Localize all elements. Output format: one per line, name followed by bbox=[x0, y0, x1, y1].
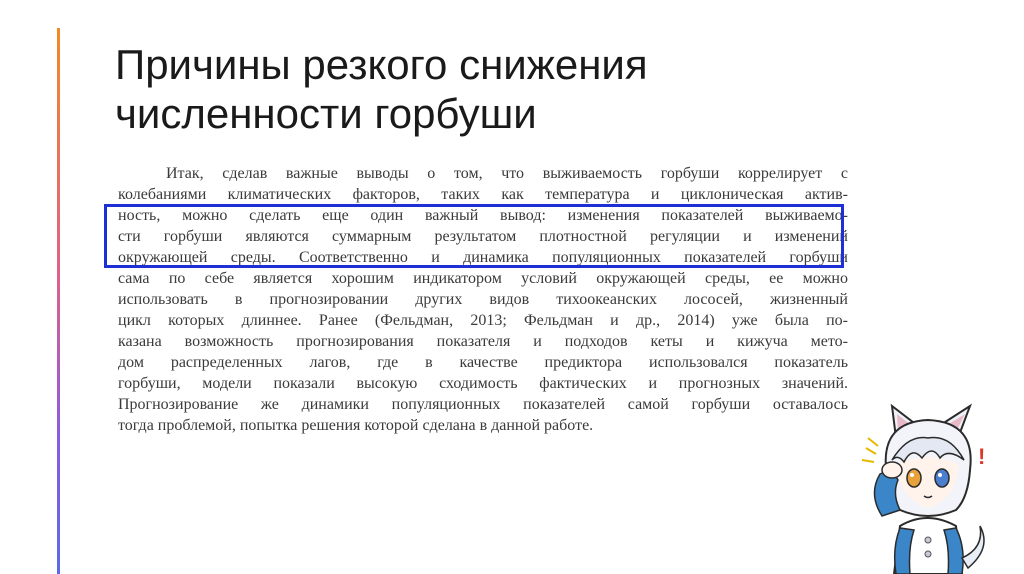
scan-line: колебаниями климатических факторов, таких как температура и циклоническая актив- bbox=[118, 186, 848, 203]
scan-line: Прогнозирование же динамики популяционных показателей самой горбуши оставалось bbox=[118, 396, 848, 413]
scan-line: использовать в прогнозировании других видов тихоокеанских лососей, жизненный bbox=[118, 291, 848, 308]
highlight-box bbox=[104, 204, 844, 268]
scan-line: дом распределенных лагов, где в качестве предиктора использовался показатель bbox=[118, 354, 848, 371]
slide-title bbox=[115, 40, 875, 138]
scan-line: сти горбуши являются суммарным результатом плотностной регуляции и изменений bbox=[118, 228, 848, 245]
slide-title-line-1: Причины резкого снижения bbox=[115, 41, 648, 88]
exclamation-mark: ! bbox=[978, 444, 986, 469]
scan-line: сама по себе является хорошим индикатором условий окружающей среды, ее можно bbox=[118, 270, 848, 287]
accent-line bbox=[57, 28, 60, 574]
scan-line: казана возможность прогнозирования показателя и подходов кеты и кижуча мето- bbox=[118, 333, 848, 350]
slide-title-line-2: численности горбуши bbox=[115, 90, 537, 137]
scan-line: цикл которых длиннее. Ранее (Фельдман, 2013; Фельдман и др., 2014) уже была по- bbox=[118, 312, 848, 329]
scan-line: горбуши, модели показали высокую сходимость фактических и прогнозных значений. bbox=[118, 375, 848, 392]
anime-cat-mascot-icon bbox=[852, 398, 1002, 574]
scan-line: Итак, сделав важные выводы о том, что выживаемость горбуши коррелирует с bbox=[166, 165, 848, 182]
scan-line: тогда проблемой, попытка решения которой сделана в данной работе. bbox=[118, 417, 594, 434]
scan-line: окружающей среды. Соответственно и динамика популяционных показателей горбуши bbox=[118, 249, 848, 266]
scan-line: ность, можно сделать еще один важный вывод: изменения показателей выживаемо- bbox=[118, 207, 848, 224]
